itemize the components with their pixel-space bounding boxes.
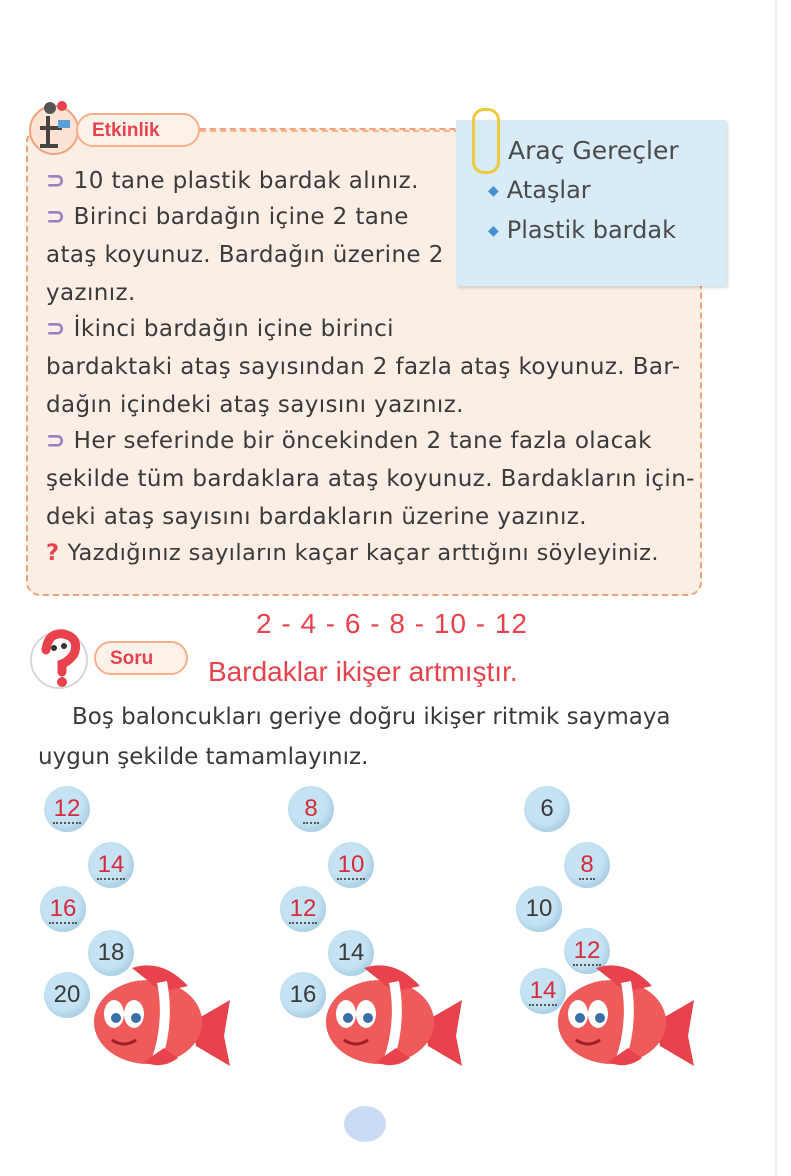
- step-arrow-icon: ⊃: [46, 204, 66, 230]
- bubble-answer[interactable]: 8: [564, 842, 610, 888]
- clownfish-icon: [324, 962, 464, 1072]
- bubble-answer[interactable]: 14: [88, 842, 134, 888]
- activity-line-3: yazınız.: [46, 280, 136, 306]
- bubble-answer[interactable]: 10: [328, 842, 374, 888]
- bubble-given: 14: [328, 930, 374, 976]
- activity-line-6: dağın içindeki ataş sayısını yazınız.: [46, 392, 464, 418]
- clownfish-icon: [92, 962, 232, 1072]
- etkinlik-badge: Etkinlik: [76, 113, 200, 147]
- bubble-given: 18: [88, 930, 134, 976]
- diamond-bullet-icon: ◆: [488, 223, 499, 239]
- activity-line-8: şekilde tüm bardaklara ataş koyunuz. Bardakların için-: [46, 466, 695, 492]
- activity-top-divider: [200, 130, 470, 132]
- step-arrow-icon: ⊃: [46, 316, 66, 342]
- bubble-answer[interactable]: 8: [288, 786, 334, 832]
- question-mascot-icon: [28, 626, 90, 690]
- bubble-given: 16: [280, 972, 326, 1018]
- activity-line-4: ⊃ İkinci bardağın içine birinci: [46, 316, 394, 342]
- answer-text: Bardaklar ikişer artmıştır.: [208, 656, 518, 687]
- bubble-answer[interactable]: 16: [40, 886, 86, 932]
- activity-line-5: bardaktaki ataş sayısından 2 fazla ataş koyunuz. Bar-: [46, 354, 681, 380]
- bubble-given: 6: [524, 786, 570, 832]
- soru-badge: Soru: [94, 641, 188, 675]
- bubble-given: 20: [44, 972, 90, 1018]
- tools-title: Araç Gereçler: [508, 136, 679, 165]
- clownfish-icon: [556, 962, 696, 1072]
- bubble-given: 10: [516, 886, 562, 932]
- step-arrow-icon: ⊃: [46, 428, 66, 454]
- bubble-answer[interactable]: 12: [564, 928, 610, 974]
- activity-line-1: ⊃ Birinci bardağın içine 2 tane: [46, 204, 409, 230]
- step-arrow-icon: ⊃: [46, 168, 66, 194]
- activity-line-9: deki ataş sayısını bardakların üzerine yazınız.: [46, 504, 587, 530]
- activity-line-0: ⊃ 10 tane plastik bardak alınız.: [46, 168, 419, 194]
- bubble-answer[interactable]: 12: [280, 886, 326, 932]
- question-line-2: uygun şekilde tamamlayınız.: [38, 744, 369, 770]
- activity-mascot-icon: [26, 96, 82, 158]
- tool-item-0: ◆ Ataşlar: [488, 176, 591, 204]
- bubble-answer[interactable]: 12: [44, 786, 90, 832]
- paperclip-icon: [472, 108, 500, 174]
- activity-line-7: ⊃ Her seferinde bir öncekinden 2 tane fazla olacak: [46, 428, 652, 454]
- bubble-answer[interactable]: 14: [520, 968, 566, 1014]
- question-mark-icon: ?: [46, 540, 60, 566]
- activity-line-2: ataş koyunuz. Bardağın üzerine 2: [46, 242, 444, 268]
- tool-item-1: ◆ Plastik bardak: [488, 216, 676, 244]
- page-number-badge: [344, 1106, 386, 1142]
- activity-line-10: ? Yazdığınız sayıların kaçar kaçar arttığını söyleyiniz.: [46, 540, 659, 566]
- page-edge: [775, 0, 777, 1176]
- answer-sequence: 2 - 4 - 6 - 8 - 10 - 12: [256, 608, 528, 639]
- question-line-1: Boş baloncukları geriye doğru ikişer ritmik saymaya: [72, 704, 671, 730]
- diamond-bullet-icon: ◆: [488, 183, 499, 199]
